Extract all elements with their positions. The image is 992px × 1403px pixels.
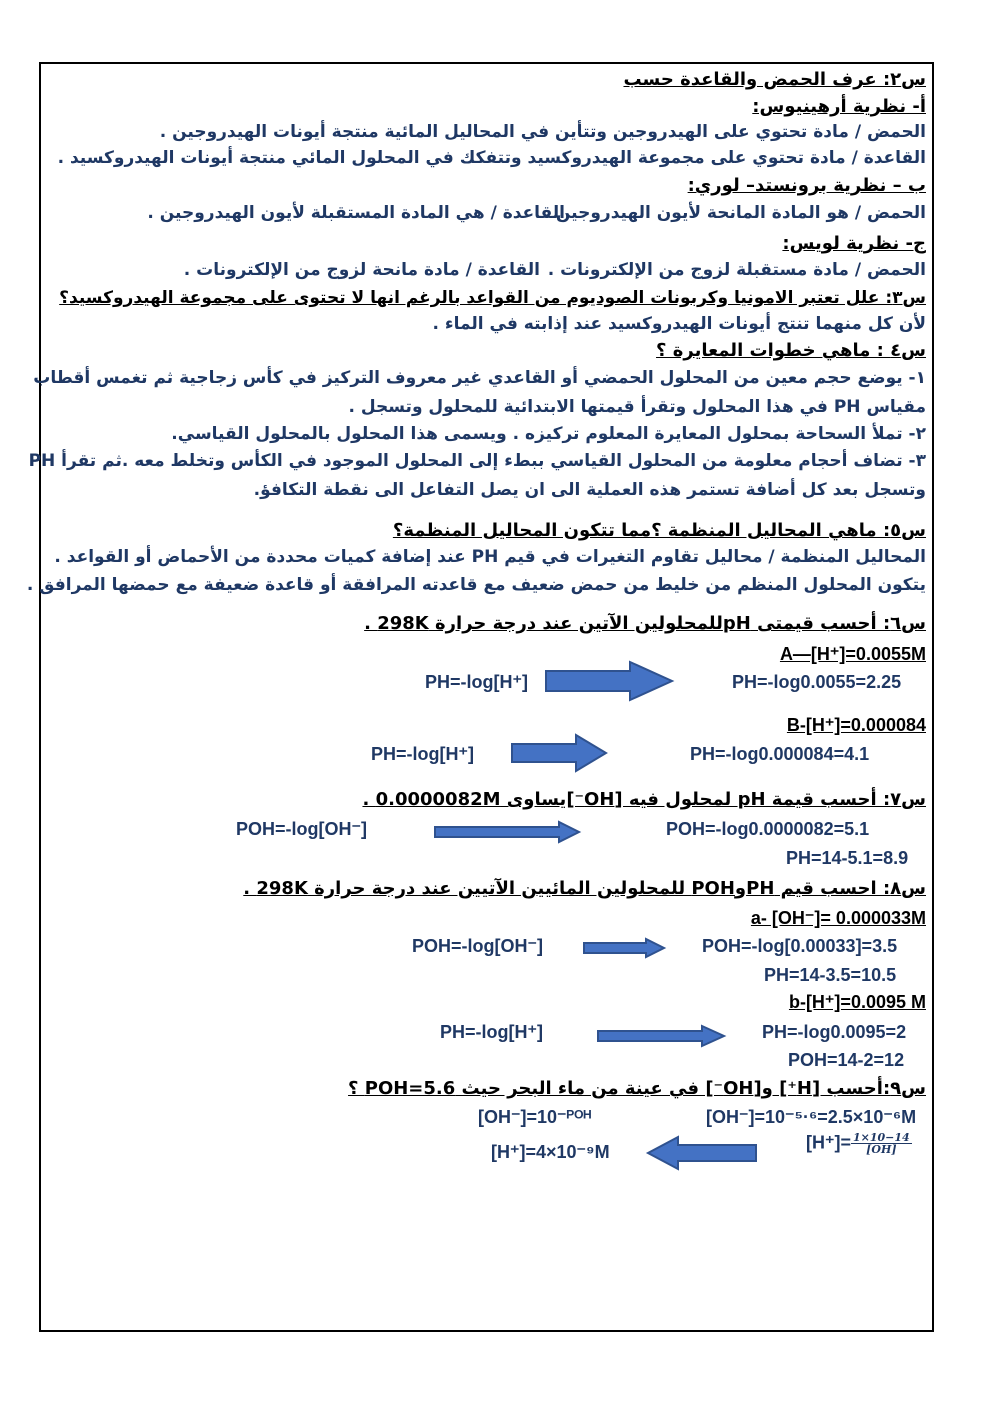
q3-title: س٣: علل تعتبر الامونيا وكربونات الصوديوم من القواعد بالرغم انها لا تحتوى على مجموعة الهيدروكسيد؟ — [59, 288, 926, 308]
q2-bronsted-base: القاعدة / هي المادة المستقبلة لأيون الهيدروجين . — [147, 203, 565, 223]
q4-step3b: وتسجل بعد كل أضافة تستمر هذه العملية الى ان يصل التفاعل الى نقطة التكافؤ. — [253, 480, 926, 500]
q9-h-result: [H⁺]=4×10⁻⁹M — [491, 1142, 610, 1162]
q8-b-poh: POH=14-2=12 — [788, 1050, 905, 1070]
q8-a-ph: PH=14-3.5=10.5 — [764, 965, 897, 985]
q8-b-given: b-[H⁺]=0.0095 M — [788, 992, 926, 1012]
q5-answer1: المحاليل المنظمة / محاليل تقاوم التغيرات في قيم PH عند إضافة كميات محددة من الأحماض أو القواعد . — [54, 547, 926, 567]
q9-h-fraction — [851, 1132, 912, 1155]
q9-h-expression — [806, 1132, 912, 1155]
q2-arrhenius-base: القاعدة / مادة تحتوي على مجموعة الهيدروكسيد وتتفكك في المحلول المائي منتجة أيونات الهيدروكسيد . — [57, 148, 926, 168]
q8-title: س٨: احسب قيم PHوPOH للمحلولين المائيين الآتيين عند درجة حرارة 298K . — [243, 878, 926, 899]
q7-title: س٧: أحسب قيمة pH لمحلول فيه [OH⁻]يساوى 0.0000082M . — [362, 789, 926, 810]
right-arrow-icon — [510, 733, 610, 773]
q6-a-result: PH=-log0.0055=2.25 — [732, 672, 902, 692]
q4-title: س٤ : ماهي خطوات المعايرة ؟ — [656, 340, 926, 361]
q2-bronsted-heading: ب – نظرية برونستد– لوري: — [687, 175, 926, 196]
q9-h-numerator: 1×10−14 — [853, 1131, 910, 1144]
q9-oh-formula: [OH⁻]=10⁻ᴾᴼᴴ — [478, 1107, 592, 1127]
q9-title: س٩:أحسب [H⁺] و[OH⁻] في عينة من ماء البحر حيث POH=5.6 ؟ — [348, 1078, 926, 1099]
q8-b-formula: PH=-log[H⁺] — [440, 1022, 543, 1042]
q8-a-given: a- [OH⁻]= 0.000033M — [750, 908, 926, 928]
q2-arrhenius-heading: أ- نظرية أرهينيوس: — [752, 96, 926, 117]
q9-h-denominator: [OH] — [866, 1143, 897, 1156]
right-arrow-icon — [582, 937, 668, 959]
q2-lewis-heading: ج- نظرية لويس: — [782, 233, 926, 254]
q6-a-formula: PH=-log[H⁺] — [425, 672, 528, 692]
q4-step3a: ٣- تضاف أحجام معلومة من المحلول القياسي ببطء إلى المحلول الموجود في الكأس وتخلط معه .ثم تقرأ PH — [28, 451, 926, 471]
q6-b-given: B-[H⁺]=0.000084 — [786, 715, 926, 735]
right-arrow-icon — [433, 820, 583, 844]
q5-answer2: يتكون المحلول المنظم من خليط من حمض ضعيف مع قاعدته المرافقة أو قاعدة ضعيفة مع حمضها المرافق . — [26, 575, 926, 595]
q3-answer: لأن كل منهما تنتج أيونات الهيدروكسيد عند إذابته في الماء . — [432, 314, 926, 334]
right-arrow-icon — [544, 660, 676, 702]
q7-ph: PH=14-5.1=8.9 — [786, 848, 909, 868]
q6-b-result: PH=-log0.000084=4.1 — [690, 744, 870, 764]
q8-a-poh: POH=-log[0.00033]=3.5 — [702, 936, 898, 956]
q2-title: س٢: عرف الحمض والقاعدة حسب — [623, 69, 926, 90]
q4-step1a: ١- يوضع حجم معين من المحلول الحمضي أو القاعدي غير معروف التركيز في كأس زجاجية ثم تغمس أقطاب — [33, 368, 926, 388]
q7-formula: POH=-log[OH⁻] — [236, 819, 367, 839]
q9-oh-result: [OH⁻]=10⁻⁵·⁶=2.5×10⁻⁶M — [706, 1107, 917, 1127]
q4-step2: ٢- تملأ السحاحة بمحلول المعايرة المعلوم تركيزه . ويسمى هذا المحلول بالمحلول القياسي. — [171, 424, 926, 444]
q2-arrhenius-acid: الحمض / مادة تحتوي على الهيدروجين وتتأين في المحاليل المائية منتجة أيونات الهيدروجين . — [159, 122, 926, 142]
q8-b-ph: PH=-log0.0095=2 — [762, 1022, 907, 1042]
q6-b-formula: PH=-log[H⁺] — [371, 744, 474, 764]
q9-h-prefix: [H⁺]= — [806, 1132, 851, 1153]
q8-a-formula: POH=-log[OH⁻] — [412, 936, 543, 956]
q2-lewis-acid: الحمض / مادة مستقبلة لزوج من الإلكترونات . — [547, 260, 926, 280]
q7-poh: POH=-log0.0000082=5.1 — [666, 819, 870, 839]
left-arrow-icon — [644, 1135, 760, 1171]
q2-lewis-base: القاعدة / مادة مانحة لزوج من الإلكترونات . — [183, 260, 540, 280]
q5-title: س٥: ماهي المحاليل المنظمة ؟مما تتكون المحاليل المنظمة؟ — [392, 520, 926, 541]
q6-a-given: A—[H⁺]=0.0055M — [779, 644, 926, 664]
q2-bronsted-acid: الحمض / هو المادة المانحة لأيون الهيدروجين . — [543, 203, 926, 223]
right-arrow-icon — [596, 1024, 728, 1048]
q4-step1b: مقياس PH في هذا المحلول وتقرأ قيمتها الابتدائية للمحلول وتسجل . — [348, 397, 926, 417]
q6-title: س٦: أحسب قيمتى pHللمحلولين الآتين عند درجة حرارة 298K . — [364, 613, 926, 634]
